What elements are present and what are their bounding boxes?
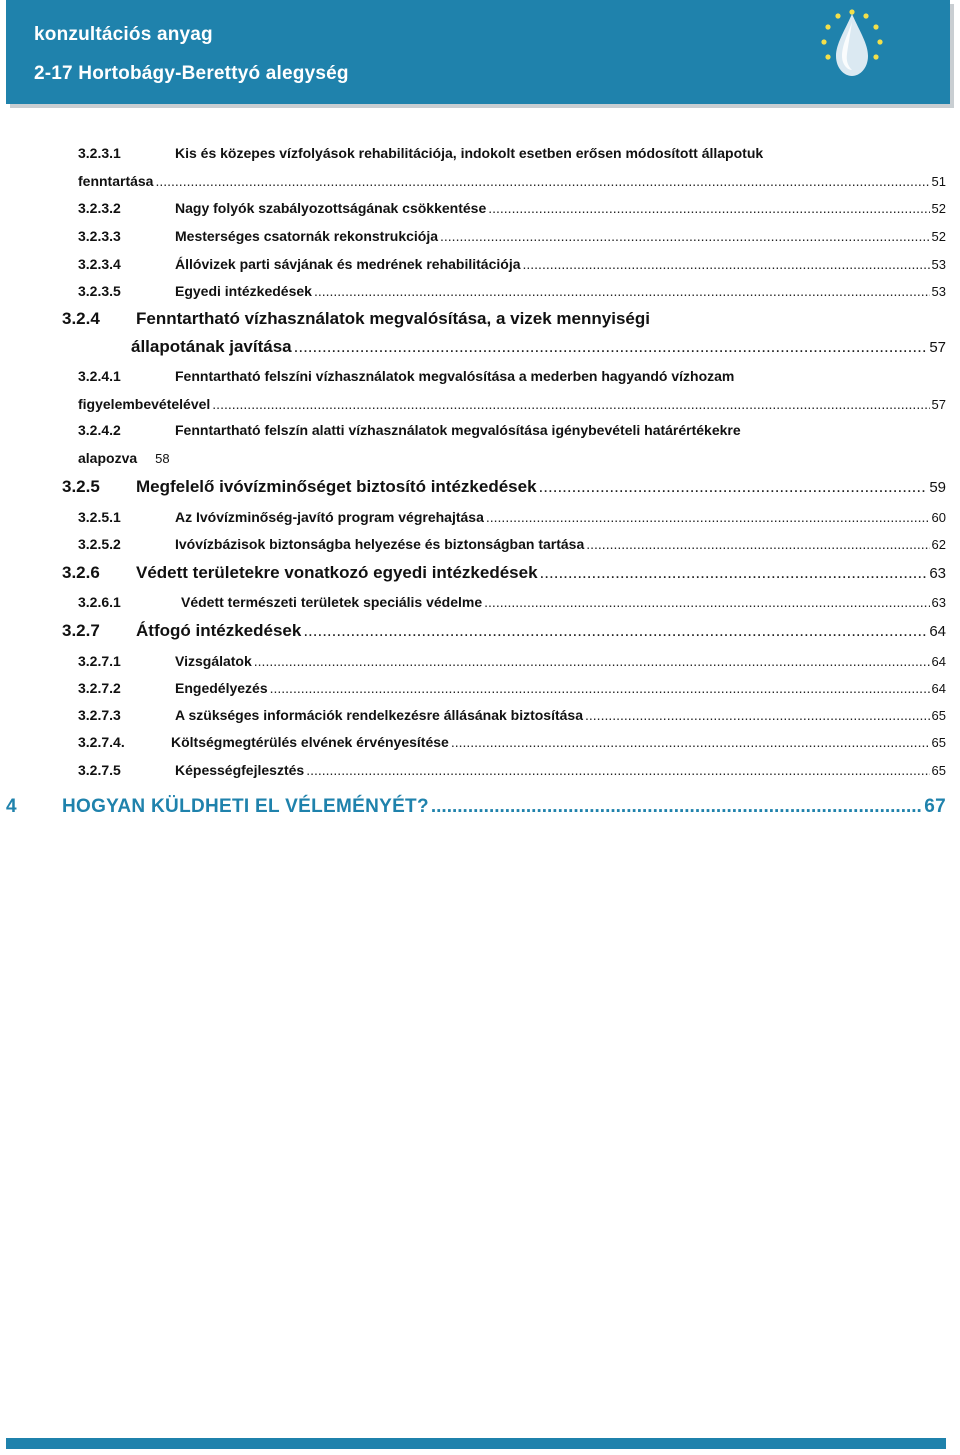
toc-entry-3-2-3-1-continuation[interactable] — [78, 173, 946, 189]
toc-entry-3-2-6[interactable] — [62, 563, 946, 583]
toc-title: Engedélyezés — [175, 680, 268, 696]
toc-title: Védett területekre vonatkozó egyedi intézkedések — [136, 563, 538, 582]
toc-title: Egyedi intézkedések — [175, 283, 312, 299]
toc-entry-3-2-3-5[interactable] — [78, 283, 946, 299]
toc-title: Az Ivóvízminőség-javító program végrehajtása — [175, 509, 484, 525]
toc-entry-3-2-7-2[interactable] — [78, 680, 946, 696]
toc-leader-dots — [540, 563, 928, 583]
toc-title: Ivóvízbázisok biztonságba helyezése és biztonságban tartása — [175, 536, 585, 552]
toc-number: 3.2.3.5 — [78, 283, 121, 299]
toc-number: 3.2.5.2 — [78, 536, 121, 552]
toc-title: Nagy folyók szabályozottságának csökkentése — [175, 200, 487, 216]
toc-title: Védett természeti területek speciális védelme — [181, 594, 483, 610]
toc-leader-dots — [294, 337, 928, 357]
toc-title: A szükséges információk rendelkezésre állásának biztosítása — [175, 707, 584, 723]
toc-entry-3-2-7-1[interactable] — [78, 653, 946, 669]
toc-title-continuation: állapotának javítása — [131, 337, 292, 356]
toc-page-number: 53 — [931, 284, 946, 299]
toc-number: 3.2.6.1 — [78, 594, 121, 610]
toc-entry-3-2-4-2[interactable] — [78, 422, 946, 438]
toc-entry-3-2-5-2[interactable] — [78, 536, 946, 552]
toc-page-number: 65 — [931, 708, 946, 723]
toc-number: 3.2.3.4 — [78, 256, 121, 272]
toc-page-number: 51 — [931, 174, 946, 189]
toc-page-number: 53 — [931, 257, 946, 272]
toc-entry-3-2-7[interactable] — [62, 621, 946, 641]
toc-title: HOGYAN KÜLDHETI EL VÉLEMÉNYÉT? — [62, 796, 429, 817]
toc-title: Mesterséges csatornák rekonstrukciója — [175, 228, 439, 244]
toc-entry-3-2-7-5[interactable] — [78, 762, 946, 778]
toc-title-continuation: fenntartása — [78, 173, 154, 189]
toc-title: Költségmegtérülés elvének érvényesítése — [171, 734, 449, 750]
toc-number: 3.2.6 — [62, 563, 100, 582]
toc-leader-dots — [539, 477, 928, 497]
toc-entry-3-2-3-4[interactable] — [78, 256, 946, 272]
toc-leader-dots — [212, 396, 929, 412]
toc-entry-chapter-4[interactable] — [6, 796, 946, 818]
toc-leader-dots — [270, 680, 930, 696]
toc-title: Állóvizek parti sávjának és medrének rehabilitációja — [175, 256, 521, 272]
toc-number: 3.2.7.3 — [78, 707, 121, 723]
toc-leader-dots — [155, 173, 929, 189]
toc-number: 3.2.7.1 — [78, 653, 121, 669]
toc-entry-3-2-4-2-continuation[interactable] — [78, 450, 170, 466]
toc-entry-3-2-3-2[interactable] — [78, 200, 946, 216]
toc-page-number: 59 — [929, 479, 946, 496]
toc-page-number: 52 — [931, 201, 946, 216]
toc-title-continuation: alapozva — [78, 450, 138, 466]
toc-entry-3-2-7-3[interactable] — [78, 707, 946, 723]
toc-title: Vizsgálatok — [175, 653, 252, 669]
toc-leader-dots — [314, 283, 930, 299]
toc-leader-dots — [484, 594, 929, 610]
toc-leader-dots — [431, 796, 922, 818]
toc-entry-3-2-5-1[interactable] — [78, 509, 946, 525]
toc-leader-dots — [440, 228, 930, 244]
toc-page-number: 63 — [931, 595, 946, 610]
toc-number: 3.2.7 — [62, 621, 100, 640]
toc-entry-3-2-7-4[interactable] — [78, 734, 946, 750]
toc-leader-dots — [488, 200, 929, 216]
toc-entry-3-2-3-1[interactable] — [78, 145, 946, 161]
toc-entry-3-2-4-continuation[interactable] — [131, 337, 946, 357]
toc-leader-dots — [486, 509, 930, 525]
toc-entry-3-2-6-1[interactable] — [78, 594, 946, 610]
toc-page-number: 58 — [155, 451, 170, 466]
toc-leader-dots — [254, 653, 930, 669]
toc-leader-dots — [303, 621, 927, 641]
toc-number: 3.2.4 — [62, 309, 100, 328]
toc-page-number: 64 — [931, 654, 946, 669]
toc-page-number: 62 — [931, 537, 946, 552]
document-type-label: konzultációs anyag — [34, 24, 213, 45]
toc-leader-dots — [451, 734, 930, 750]
toc-page-number: 64 — [929, 623, 946, 640]
toc-title: Kis és közepes vízfolyások rehabilitációja, indokolt esetben erősen módosított állapotuk — [175, 145, 764, 161]
toc-page-number: 52 — [931, 229, 946, 244]
toc-number: 3.2.3.3 — [78, 228, 121, 244]
toc-title-continuation: figyelembevételével — [78, 396, 211, 412]
toc-title: Fenntartható felszín alatti vízhasználatok megvalósítása igénybevételi határértékekre — [175, 422, 741, 438]
toc-entry-3-2-4-1-continuation[interactable] — [78, 396, 946, 412]
toc-number: 3.2.7.2 — [78, 680, 121, 696]
toc-number: 3.2.5.1 — [78, 509, 121, 525]
toc-page-number: 63 — [929, 565, 946, 582]
toc-entry-3-2-5[interactable] — [62, 477, 946, 497]
toc-page-number: 65 — [931, 735, 946, 750]
toc-leader-dots — [585, 707, 930, 723]
subunit-title: 2-17 Hortobágy-Berettyó alegység — [34, 63, 349, 84]
toc-title: Megfelelő ivóvízminőséget biztosító intézkedések — [136, 477, 537, 496]
toc-number: 3.2.7.4. — [78, 734, 125, 750]
toc-page-number: 57 — [931, 397, 946, 412]
toc-page-number: 64 — [931, 681, 946, 696]
toc-leader-dots — [306, 762, 929, 778]
toc-number: 4 — [6, 796, 17, 817]
toc-entry-3-2-3-3[interactable] — [78, 228, 946, 244]
toc-title: Képességfejlesztés — [175, 762, 305, 778]
toc-leader-dots — [586, 536, 929, 552]
toc-entry-3-2-4-1[interactable] — [78, 368, 946, 384]
toc-title: Fenntartható vízhasználatok megvalósítása, a vizek mennyiségi — [136, 309, 650, 328]
toc-page-number: 57 — [929, 339, 946, 356]
toc-number: 3.2.5 — [62, 477, 100, 496]
toc-page-number: 60 — [931, 510, 946, 525]
toc-number: 3.2.4.1 — [78, 368, 121, 384]
footer-bar — [6, 1438, 946, 1449]
toc-page-number: 65 — [931, 763, 946, 778]
toc-title: Átfogó intézkedések — [136, 621, 302, 640]
toc-number: 3.2.7.5 — [78, 762, 121, 778]
toc-number: 3.2.4.2 — [78, 422, 121, 438]
toc-number: 3.2.3.1 — [78, 145, 121, 161]
toc-leader-dots — [523, 256, 930, 272]
toc-page-number: 67 — [924, 796, 946, 817]
toc-number: 3.2.3.2 — [78, 200, 121, 216]
toc-title: Fenntartható felszíni vízhasználatok megvalósítása a mederben hagyandó vízhozam — [175, 368, 735, 384]
toc-entry-3-2-4[interactable] — [62, 309, 946, 329]
